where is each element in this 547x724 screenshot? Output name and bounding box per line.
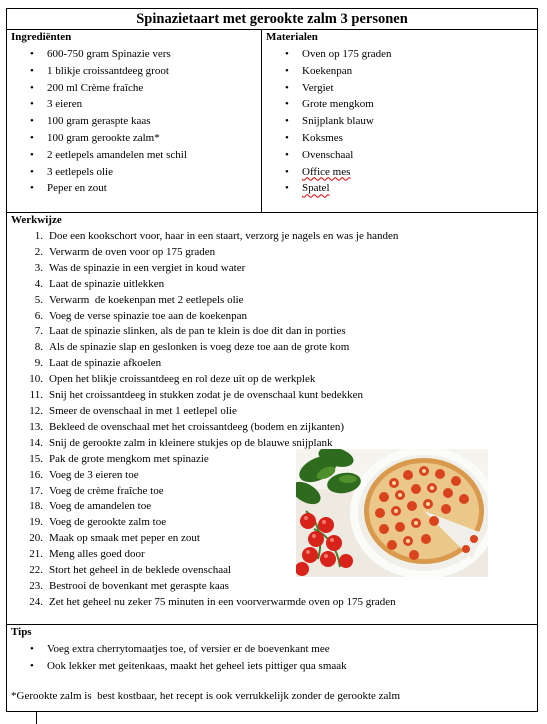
step-text: Zet het geheel nu zeker 75 minuten in een voorverwarmde oven op 175 graden	[49, 595, 396, 608]
list-item: • Voeg extra cherrytomaatjes toe, of versier er de boevenkant mee	[7, 641, 537, 658]
step-number: 10.	[29, 373, 43, 386]
step-text: Voeg de 3 eieren toe	[49, 468, 139, 481]
step-number: 21.	[29, 548, 43, 561]
list-item: • 100 gram geraspte kaas	[7, 113, 261, 130]
materials-section	[262, 30, 537, 212]
step-number: 12.	[29, 404, 43, 417]
list-item: • Snijplank blauw	[262, 113, 537, 130]
step-number: 4.	[34, 277, 43, 290]
ingredients-list	[7, 46, 261, 197]
step-text: Stort het geheel in de beklede ovenschaal	[49, 564, 232, 577]
list-item: • 1 blikje croissantdeeg groot	[7, 63, 261, 80]
step-number: 7.	[34, 325, 43, 338]
step-text: Open het blikje croissantdeeg en rol deze uit op de werkplek	[49, 373, 316, 386]
step-text: Voeg de verse spinazie toe aan de koekenpan	[49, 309, 248, 322]
footnote: *Gerookte zalm is best kostbaar, het recept is ook verrukkelijk zonder de gerookte zalm	[11, 690, 401, 702]
tips-heading: Tips	[11, 626, 32, 638]
step-text: Laat de spinazie slinken, als de pan te klein is doe dit dan in porties	[49, 325, 346, 338]
list-item: • Koekenpan	[262, 63, 537, 80]
step-text: Maak op smaak met peper en zout	[49, 532, 200, 545]
list-item	[7, 356, 537, 372]
list-item	[7, 372, 537, 388]
step-text: Pak de grote mengkom met spinazie	[49, 452, 209, 465]
materials-heading: Materialen	[266, 31, 318, 43]
step-number: 8.	[34, 341, 43, 354]
tips-section	[7, 625, 537, 711]
step-number: 22.	[29, 564, 43, 577]
list-item[interactable]	[262, 180, 537, 197]
step-number: 11.	[29, 389, 43, 402]
ingredients-section	[7, 30, 262, 212]
list-item	[7, 277, 537, 293]
quiche-photo	[296, 449, 488, 577]
list-item	[7, 324, 537, 340]
step-text: Voeg de crème fraîche toe	[49, 484, 164, 497]
step-text: Laat de spinazie uitlekken	[49, 277, 165, 290]
step-text: Verwarm de koekenpan met 2 eetlepels olie	[49, 293, 244, 306]
step-text: Voeg de amandelen toe	[49, 500, 152, 513]
text-cursor	[36, 711, 37, 724]
list-item	[7, 293, 537, 309]
step-text: Snij het croissantdeeg in stukken zodat je de ovenschaal kunt bedekken	[49, 389, 364, 402]
step-text: Bekleed de ovenschaal met het croissantdeeg (bodem en zijkanten)	[49, 420, 345, 433]
list-item: • Ook lekker met geitenkaas, maakt het geheel iets pittiger qua smaak	[7, 658, 537, 675]
step-number: 18.	[29, 500, 43, 513]
step-number: 17.	[29, 484, 43, 497]
list-item	[7, 420, 537, 436]
list-item	[7, 388, 537, 404]
recipe-title: Spinazietaart met gerookte zalm 3 personen	[7, 9, 537, 30]
step-text: Als de spinazie slap en geslonken is voeg deze toe aan de grote kom	[49, 341, 350, 354]
step-text: Bestrooi de bovenkant met geraspte kaas	[49, 579, 229, 592]
method-heading: Werkwijze	[11, 214, 62, 226]
step-number: 23.	[29, 579, 43, 592]
list-item: • 200 ml Crème fraîche	[7, 80, 261, 97]
step-number: 16.	[29, 468, 43, 481]
list-item	[7, 261, 537, 277]
step-number: 5.	[34, 293, 43, 306]
step-number: 15.	[29, 452, 43, 465]
step-number: 19.	[29, 516, 43, 529]
step-text: Smeer de ovenschaal in met 1 eetlepel olie	[49, 404, 237, 417]
list-item: • Grote mengkom	[262, 96, 537, 113]
list-item: • Peper en zout	[7, 180, 261, 197]
step-text: Doe een kookschort voor, haar in een staart, verzorg je nagels en was je handen	[49, 230, 399, 242]
list-item[interactable]	[262, 164, 537, 181]
step-text: Was de spinazie in een vergiet in koud water	[49, 261, 246, 274]
list-item: • 3 eetlepels olie	[7, 164, 261, 181]
list-item	[7, 595, 537, 611]
step-number: 13.	[29, 420, 43, 433]
step-number: 20.	[29, 532, 43, 545]
ingredients-heading: Ingrediënten	[11, 31, 72, 43]
list-item	[7, 579, 537, 595]
list-item	[7, 404, 537, 420]
step-number: 1.	[34, 230, 43, 242]
spellcheck-word[interactable]: Spatel	[302, 182, 330, 195]
list-item: • 100 gram gerookte zalm*	[7, 130, 261, 147]
materials-list	[262, 46, 537, 197]
list-item	[7, 309, 537, 325]
step-number: 14.	[29, 436, 43, 449]
step-text: Laat de spinazie afkoelen	[49, 357, 162, 370]
step-number: 6.	[34, 309, 43, 322]
step-text: Verwarm de oven voor op 175 graden	[49, 245, 216, 258]
list-item	[7, 245, 537, 261]
step-number: 24.	[29, 595, 43, 608]
list-item	[7, 229, 537, 245]
step-number: 9.	[34, 357, 43, 370]
step-text: Voeg de gerookte zalm toe	[49, 516, 167, 529]
step-text: Meng alles goed door	[49, 548, 145, 561]
spellcheck-word[interactable]: Office mes	[302, 165, 351, 178]
step-number: 3.	[34, 261, 43, 274]
list-item: • Oven op 175 graden	[262, 46, 537, 63]
list-item: • Vergiet	[262, 80, 537, 97]
recipe-page	[6, 8, 538, 712]
tips-list	[7, 641, 537, 675]
list-item: • Ovenschaal	[262, 147, 537, 164]
list-item: • 600-750 gram Spinazie vers	[7, 46, 261, 63]
ingredients-materials-row	[7, 30, 537, 213]
method-section	[7, 213, 537, 625]
list-item: • Koksmes	[262, 130, 537, 147]
list-item	[7, 340, 537, 356]
step-number: 2.	[34, 245, 43, 258]
step-text: Snij de gerookte zalm in kleinere stukjes op de blauwe snijplank	[49, 436, 333, 449]
list-item: • 2 eetlepels amandelen met schil	[7, 147, 261, 164]
list-item: • 3 eieren	[7, 96, 261, 113]
